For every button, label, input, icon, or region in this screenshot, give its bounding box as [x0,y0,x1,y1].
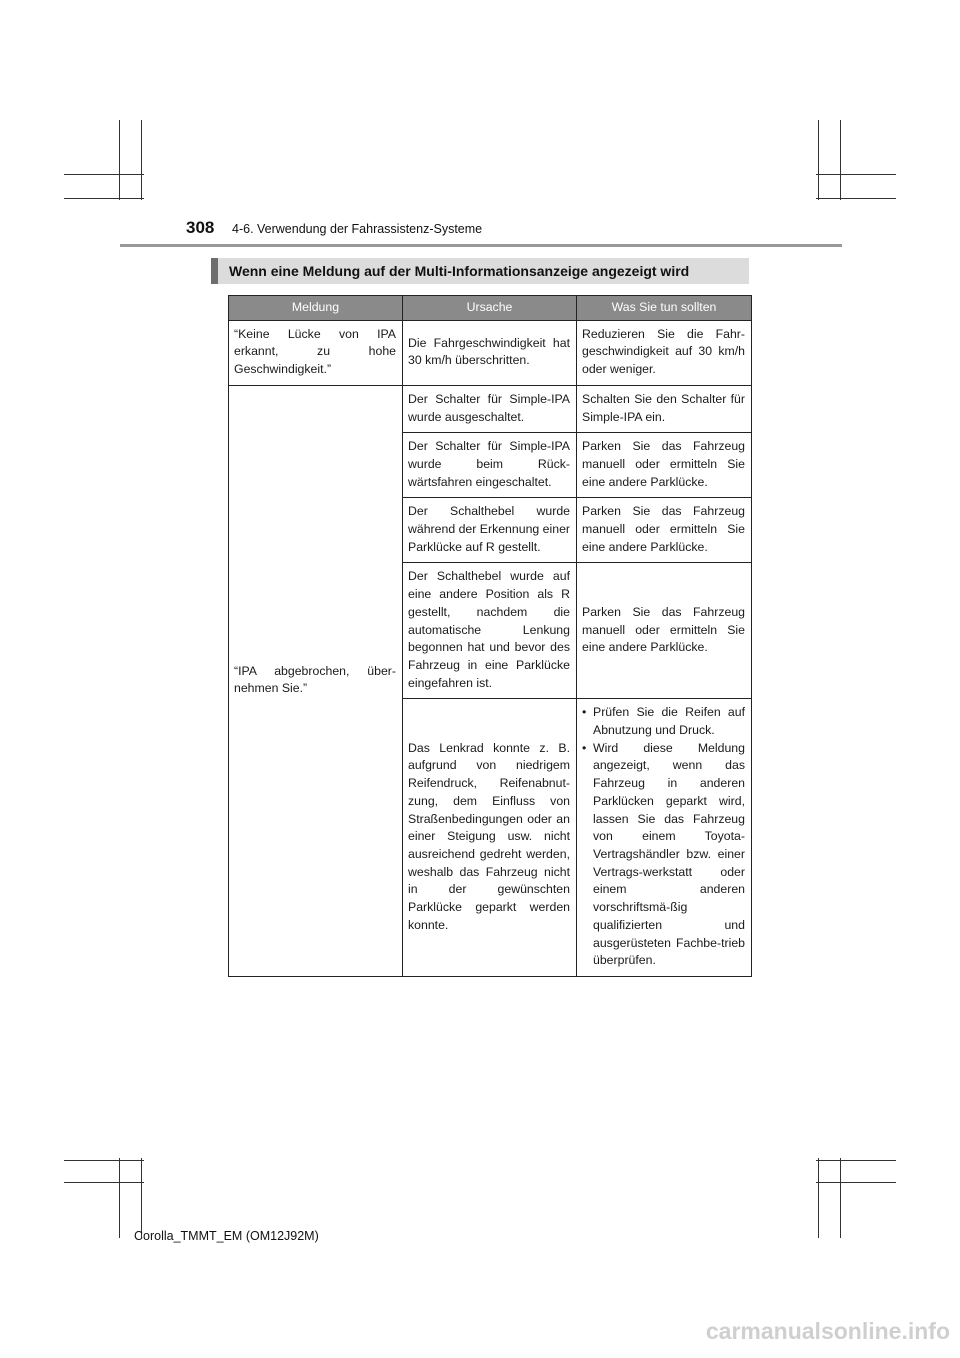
crop-mark [816,1160,896,1161]
crop-mark [119,1158,120,1238]
section-heading: Wenn eine Meldung auf der Multi-Informationsanzeige angezeigt wird [211,258,749,284]
table-header-row [229,296,752,321]
action-cell: Schalten Sie den Schalter für Simple-IPA ein. [577,385,752,432]
action-bullet-item: • Prüfen Sie die Reifen auf Abnutzung und Druck. [582,704,745,739]
cause-cell: Der Schalthebel wurde auf eine andere Position als R gestellt, nachdem die automatische Lenkung begonnen hat und bevor des Fahrzeug in eine Parklücke eingefahren ist. [403,563,577,699]
column-header-was-sie-tun-sollten: Was Sie tun sollten [577,296,752,321]
cause-cell: Der Schalthebel wurde während der Erkennung einer Parklücke auf R gestellt. [403,498,577,563]
table-row [229,320,752,385]
crop-mark [119,120,120,200]
crop-mark [818,1158,819,1238]
message-cell: “Keine Lücke von IPA erkannt, zu hohe Geschwindigkeit.” [229,320,403,385]
watermark: carmanualsonline.info [705,1318,950,1344]
header-divider [120,244,842,247]
crop-mark [64,1160,144,1161]
footer-document-id: Corolla_TMMT_EM (OM12J92M) [134,1229,319,1243]
message-table [228,295,752,977]
chapter-title: 4-6. Verwendung der Fahrassistenz-Systeme [232,222,483,236]
cause-cell: Der Schalter für Simple-IPA wurde ausgeschaltet. [403,385,577,432]
crop-mark [64,1182,144,1183]
crop-mark [818,120,819,200]
action-cell: Parken Sie das Fahrzeug manuell oder ermitteln Sie eine andere Parklücke. [577,498,752,563]
action-bullet-list [582,704,745,970]
crop-mark [64,174,144,175]
crop-mark [816,174,896,175]
crop-mark [816,1182,896,1183]
column-header-meldung: Meldung [229,296,403,321]
action-cell: Reduzieren Sie die Fahr-geschwindigkeit auf 30 km/h oder weniger. [577,320,752,385]
crop-mark [64,198,144,199]
page-number: 308 [186,218,215,237]
crop-mark [141,1158,142,1238]
crop-mark [141,120,142,200]
cause-cell: Die Fahrgeschwindigkeit hat 30 km/h überschritten. [403,320,577,385]
crop-mark [840,120,841,200]
crop-mark [840,1158,841,1238]
action-bullet-item: • Wird diese Meldung angezeigt, wenn das Fahrzeug in anderen Parklücken geparkt wird, lassen Sie das Fahrzeug von einem Toyota-Vertragshändler bzw. einer Vertrags-werkstatt oder einem anderen vorschriftsmä-ßig qualifizierten und ausgerüsteten Fachbe-trieb überprüfen. [582,740,745,970]
action-cell: Parken Sie das Fahrzeug manuell oder ermitteln Sie eine andere Parklücke. [577,433,752,498]
message-cell: “IPA abgebrochen, über-nehmen Sie.” [229,385,403,976]
cause-cell: Das Lenkrad konnte z. B. aufgrund von niedrigem Reifendruck, Reifenabnut-zung, dem Einfluss von Straßenbedingungen oder an einer Steigung usw. nicht ausreichend gedreht werden, weshalb das Fahrzeug nicht in der gewünschten Parklücke geparkt werden konnte. [403,699,577,977]
column-header-ursache: Ursache [403,296,577,321]
cause-cell: Der Schalter für Simple-IPA wurde beim Rück-wärtsfahren eingeschaltet. [403,433,577,498]
table-row [229,385,752,432]
crop-mark [816,198,896,199]
action-cell [577,699,752,977]
action-cell: Parken Sie das Fahrzeug manuell oder ermitteln Sie eine andere Parklücke. [577,563,752,699]
